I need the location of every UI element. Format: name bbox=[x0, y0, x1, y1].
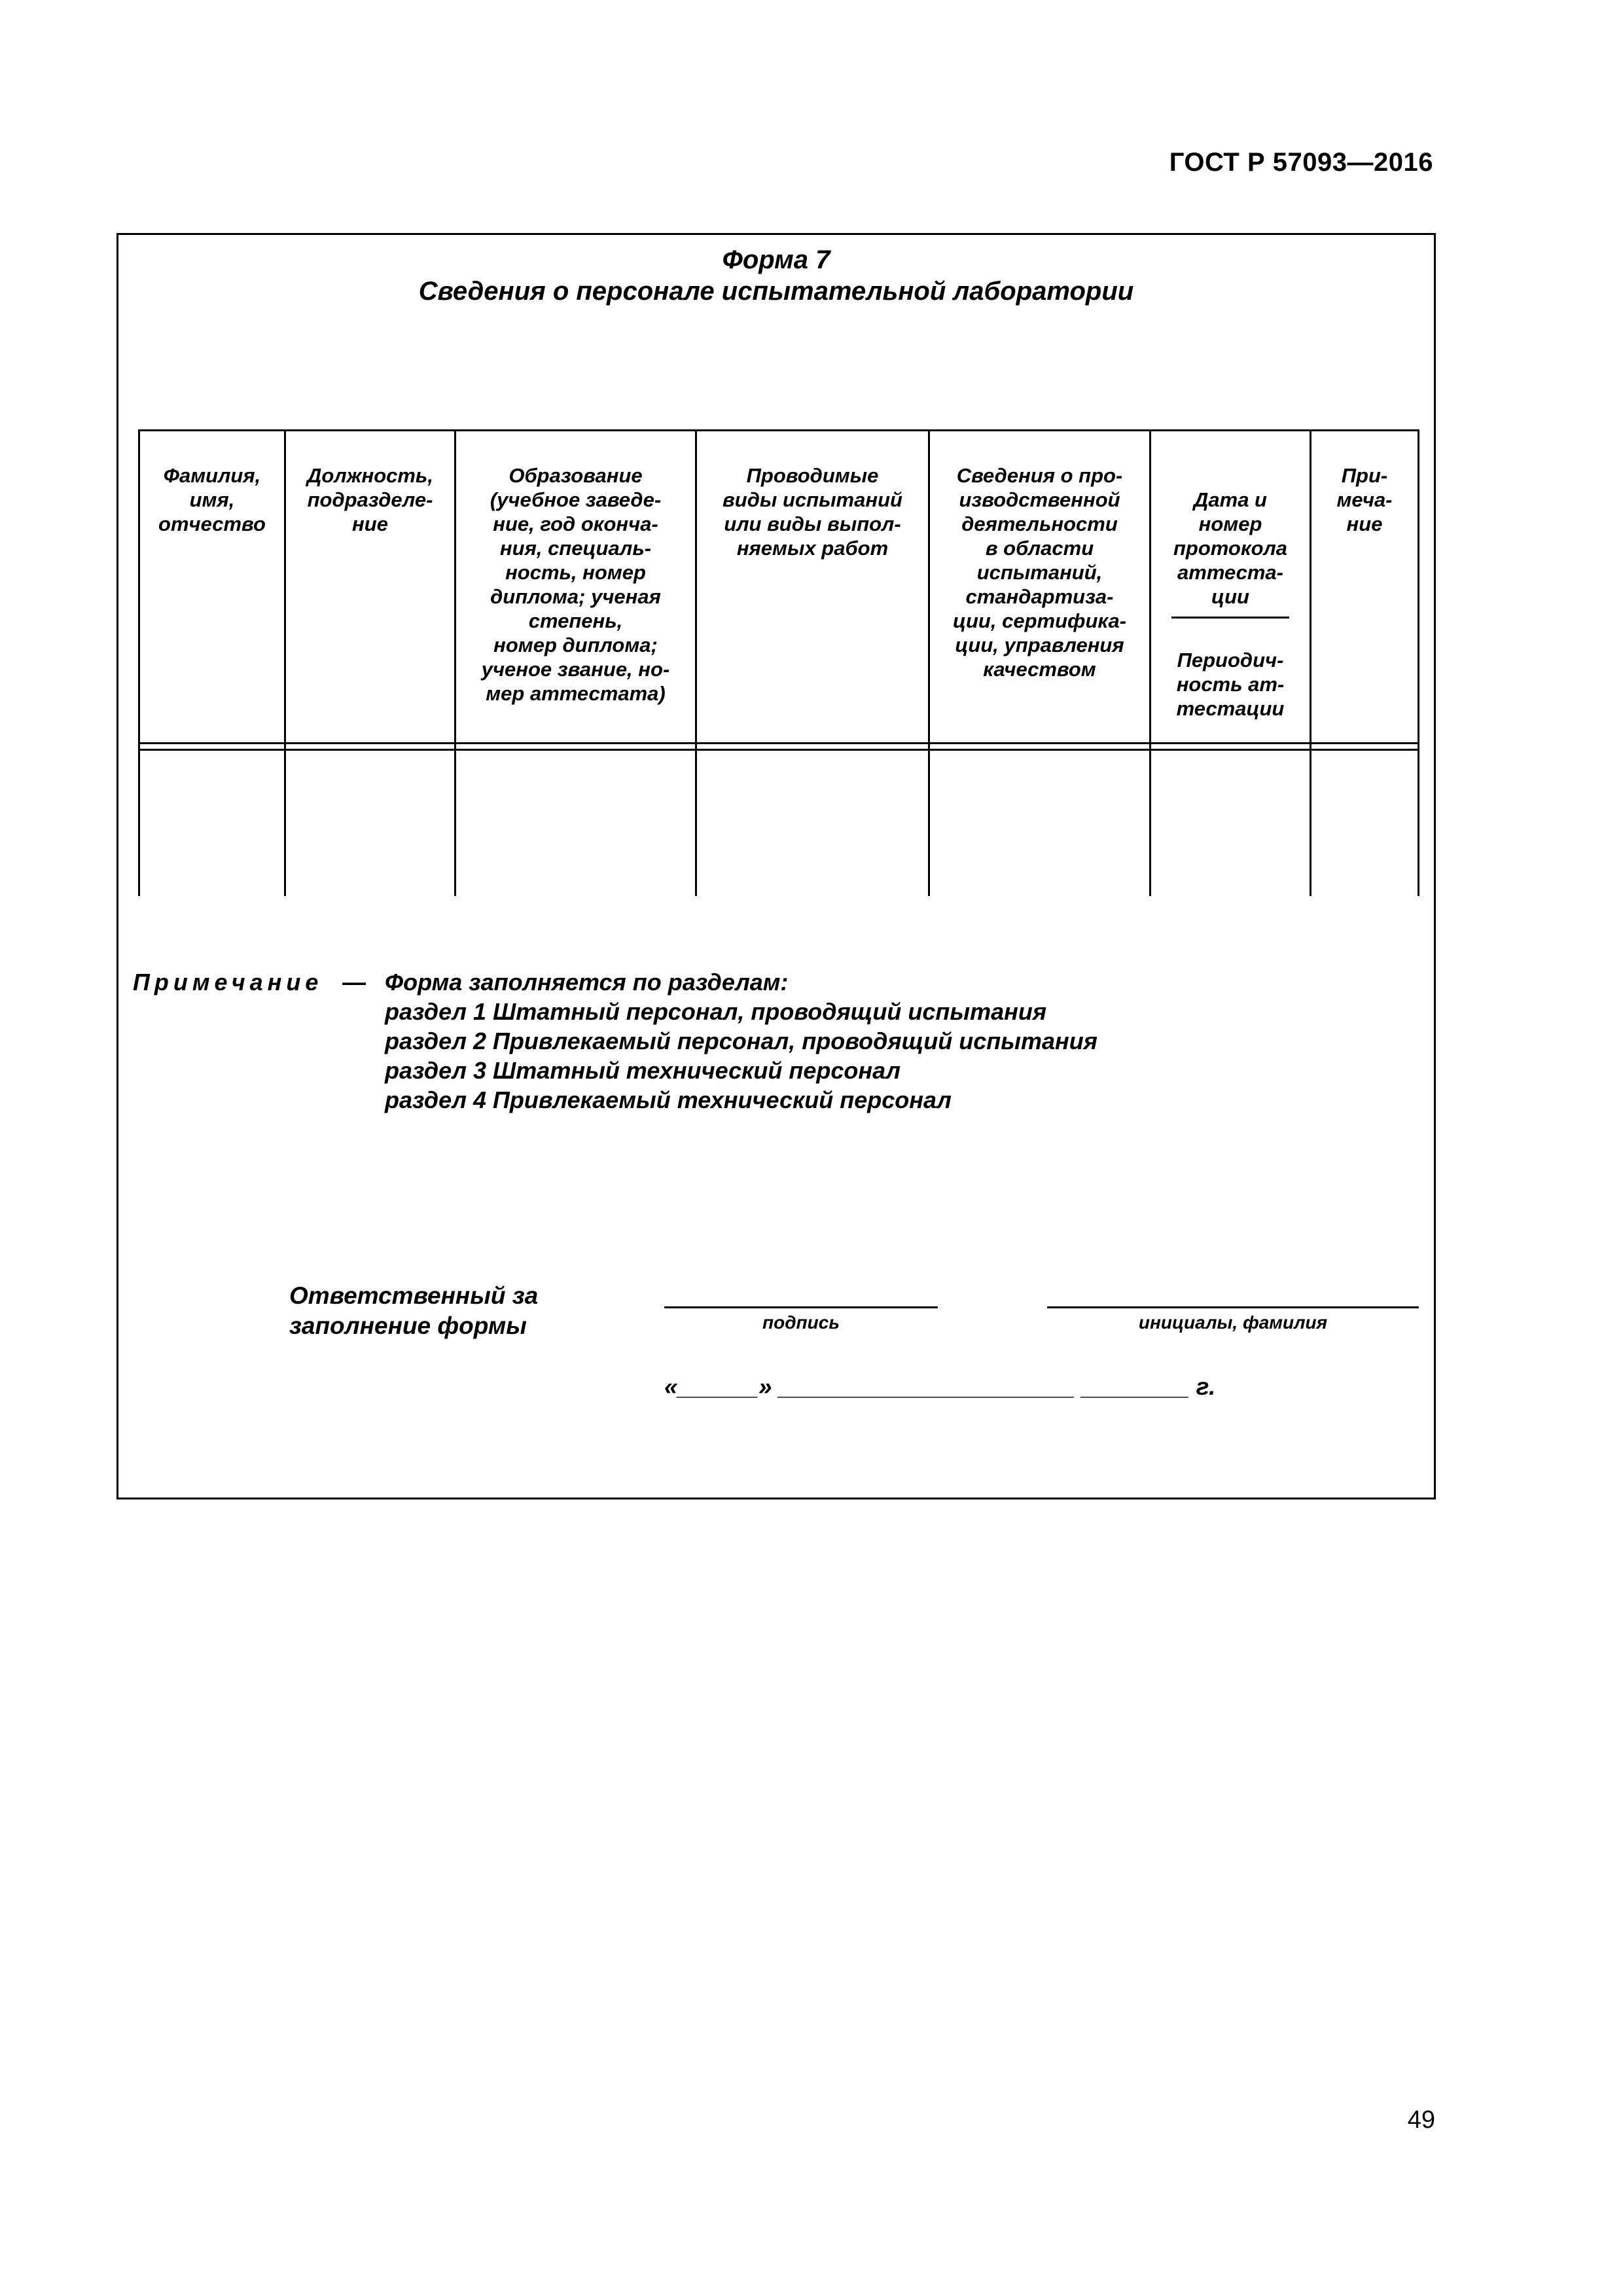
column-header-attestation bbox=[1151, 463, 1310, 721]
signature-line bbox=[664, 1306, 938, 1308]
header-divider bbox=[138, 742, 1419, 744]
note-line: раздел 1 Штатный персонал, проводящий испытания bbox=[385, 998, 1047, 1025]
note-line: раздел 4 Привлекаемый технический персонал bbox=[385, 1086, 952, 1113]
attestation-period-label: Периодич- ность ат- тестации bbox=[1176, 649, 1285, 720]
header-divider-double bbox=[138, 749, 1419, 751]
note-label: Примечание bbox=[133, 969, 323, 996]
note-line: Форма заполняется по разделам: bbox=[385, 969, 789, 996]
attestation-separator bbox=[1171, 617, 1289, 619]
name-caption: инициалы, фамилия bbox=[1138, 1312, 1328, 1333]
name-line bbox=[1047, 1306, 1419, 1308]
signature-caption: подпись bbox=[762, 1312, 840, 1333]
column-header-note: При- меча- ние bbox=[1336, 464, 1393, 535]
attestation-date-label: Дата и номер протокола аттеста- ции bbox=[1173, 488, 1288, 608]
date-line: «______» ______________________ ________ г. bbox=[664, 1373, 1216, 1400]
column-header-education: Образование (учебное заведе- ние, год оконча- ния, специаль- ность, номер диплома; ученая степень, номер диплома; ученое звание, но- мер аттестата) bbox=[481, 464, 670, 705]
page-number: 49 bbox=[1407, 2106, 1435, 2134]
responsible-label: Ответственный за заполнение формы bbox=[289, 1282, 539, 1339]
form-title: Сведения о персонале испытательной лаборатории bbox=[418, 277, 1134, 306]
form-number: Форма 7 bbox=[722, 245, 830, 274]
standard-designation: ГОСТ Р 57093—2016 bbox=[1169, 148, 1433, 177]
column-header-position: Должность, подразделе- ние bbox=[307, 464, 433, 535]
column-header-tests: Проводимые виды испытаний или виды выпол- няемых работ bbox=[722, 464, 902, 560]
personnel-table bbox=[138, 429, 1419, 896]
column-header-activity: Сведения о про- изводственной деятельности в области испытаний, стандартиза- ции, сертифика- ции, управления качеством bbox=[952, 464, 1127, 681]
note-dash: — bbox=[342, 969, 366, 996]
column-header-name: Фамилия, имя, отчество bbox=[158, 464, 266, 535]
note-line: раздел 2 Привлекаемый персонал, проводящий испытания bbox=[385, 1028, 1097, 1054]
column-border bbox=[1418, 429, 1419, 896]
note-line: раздел 3 Штатный технический персонал bbox=[385, 1057, 901, 1084]
